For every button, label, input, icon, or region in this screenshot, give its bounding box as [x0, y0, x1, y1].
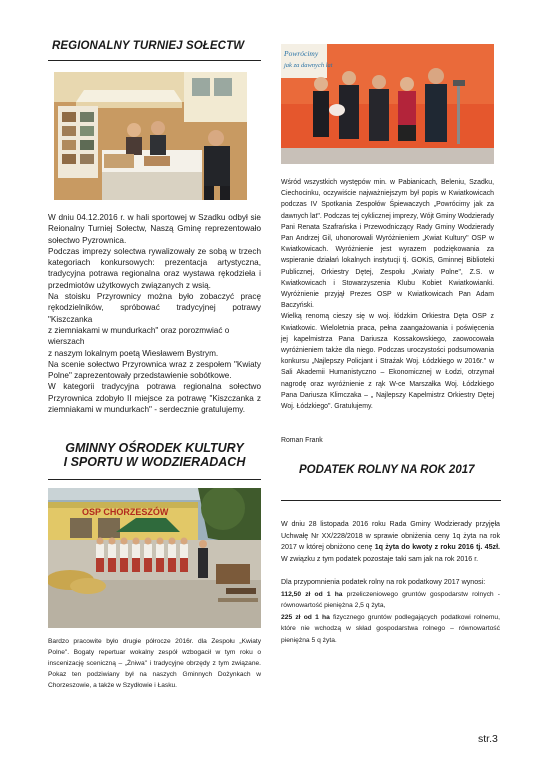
paragraph: z ziemniakami w mundurkach" oraz porozmwiać o wierszach	[48, 325, 230, 347]
page-number: str.3	[478, 733, 498, 745]
signature: Roman Frank	[281, 437, 323, 444]
divider	[281, 500, 501, 501]
article-ensemble: Bardzo pracowite było drugie półrocze 2016r. dla Zespołu „Kwiaty Polne". Bogaty repertuar wokalny zespół wzbogacił w tym roku o inscenizację sceniczną – „Żniwa" i tradycyjne obrzędy z tym związane. Pokaz ten podziwiany był na naszych Gminnych Dożynkach w Chorzeszowie, a także w Szydłowie i Łasku.	[48, 638, 261, 690]
heading-agricultural-tax: PODATEK ROLNY NA ROK 2017	[299, 464, 475, 476]
paragraph: Wielką renomą cieszy się w woj. łódzkim Orkiestra Dęta OSP z Kwiatkowic. Wieloletnia praca, pełna zaangażowania i poświęcenia jej kapelmistrza Pana Dariusza Kossakowskiego, zaowocowała wyróżnieniem także dla niego. Podczas uroczystości podsumowania konkursu „Najlepszy Policjant i Strażak Woj. Łódzkiego w 2016r." w Sali Akademii Humanistyczno – Ekonomicznej w Łodzi, otrzymał nagrodę oraz wyróżnienie z rąk W-ce Marszałka Woj. Łódzkiego Pana Dariusza Klimczaka – „ Najlepszy Kapelmistrz Orkiestry Dętej Woj. Łódzkiego". Gratulujemy.	[281, 313, 494, 411]
divider	[48, 479, 261, 480]
tax-bold-text: 112,50 zł od 1 ha	[281, 590, 343, 598]
banner-text-line1: Powrócimy	[284, 49, 319, 58]
photo-award-ceremony	[281, 44, 494, 164]
paragraph: z naszym lokalnym poetą Wiesławem Bystrym.	[48, 348, 219, 358]
paragraph: Na stoisku Przyrownicy można było zobaczyć pracę rękodzielników, spróbować tradycyjnej potrawy "Kiszczanka	[48, 292, 261, 324]
photo-sign-text: OSP CHORZESZÓW	[82, 507, 169, 517]
spacer	[281, 565, 500, 577]
heading-culture-center	[48, 441, 261, 469]
paragraph: Podczas imprezy solectwa rywalizowały ze sobą w trzech kategoriach konkursowych: prezentacja artystyczna, tradycyjna potrawa regionalna oraz wystawa rękodzieła i przedmiotów użytkowych związanych z wsią.	[48, 246, 261, 290]
paragraph: Wśród wszystkich występów min. w Pabianicach, Beleniu, Szadku, Ciechocinku, oczywiście najważniejszym był popis w Kwiatkowicach podczas IV Spotkania Zespołów Śpiewaczych „Powrócimy jak za dawnych lat". Podczas tej cyklicznej imprezy, Wójt Gminy Wodzierady Pani Renata Szafrańska i Przewodniczący Rady Gminy Wodzierady Pan Andrzej Gil, uhonorowali Wyróżnieniem „Kwiat Kultury" OSP w Kwiatkowicach. Wyróżnienie jest wyrazem podziękowania za wspieranie działań lokalnych instytucji tj. GOKiS, Gminnej Biblioteki Publicznej, Orkiestry Dętej, Zespołu „Kwiaty Polne", Z.S. w Kwiatkowicach i Stowarzyszenia Klubu Kobiet Kwiatkowianki. Wyróżnienie przyjął Prezes OSP w Kwiatkowicach Pan Adam Baczyński.	[281, 179, 494, 310]
photo-tournament-stand	[54, 72, 247, 200]
article-tournament	[48, 212, 261, 415]
tax-text: fizycznego gruntów podlegających podatkowi rolnemu, które nie wchodzą w skład gospodarstwa rolnego – równowartość pieniężna 5 q żyta.	[281, 613, 500, 644]
heading-line: I SPORTU W WODZIERADACH	[63, 455, 246, 469]
heading-line: GMINNY OŚRODEK KULTURY	[65, 441, 244, 455]
tax-bold-text: 225 zł od 1 ha	[281, 613, 330, 621]
paragraph: Dla przypomnienia podatek rolny na rok podatkowy 2017 wynosi:	[281, 578, 486, 586]
paragraph: W dniu 04.12.2016 r. w hali sportowej w Szadku odbył sie Reionalny Turniej Sołectw, Naszą Gminę reprezentowało sołectwo Pyzrownica.	[48, 213, 261, 245]
article-achievements	[281, 177, 494, 412]
paragraph: Na scenie sołectwo Przyrownica wraz z zespołem "Kwiaty Polne" zaprezentowały przedstawienie sobótkowe.	[48, 359, 261, 381]
tax-text: przeliczeniowego gruntów gospodarstw rolnych - równowartość pieniężna 2,5 q żyta,	[281, 590, 500, 609]
paragraph	[281, 519, 500, 565]
tax-text: W dniu 28 listopada 2016 roku Rada Gminy Wodzierady przyjęła Uchwałę Nr XX/228/2018 w sprawie obniżenia ceny 1q żyta na rok 2017 w której obniżono cenę	[281, 520, 500, 551]
article-tax	[281, 519, 500, 646]
tax-text: W związku z tym podatek pozostaje taki sam jak na rok 2016 r.	[281, 554, 479, 563]
tax-item	[281, 612, 500, 647]
photo-folk-ensemble	[48, 488, 261, 628]
tax-bold-text: 1q żyta do kwoty z roku 2016 tj. 45zł.	[374, 543, 501, 551]
paragraph: W kategorii tradycyjna potrawa regionalna sołectwo Przyrownica zdobyło II miejsce za potrawę "Kiszczanka z ziemniakami w mundurkach" - serdecznie gratulujemy.	[48, 382, 261, 415]
banner-text-line2: jak za dawnych lat	[284, 62, 333, 69]
divider	[48, 60, 261, 61]
heading-regional-tournament: REGIONALNY TURNIEJ SOŁECTW	[52, 40, 245, 52]
tax-item	[281, 589, 500, 612]
